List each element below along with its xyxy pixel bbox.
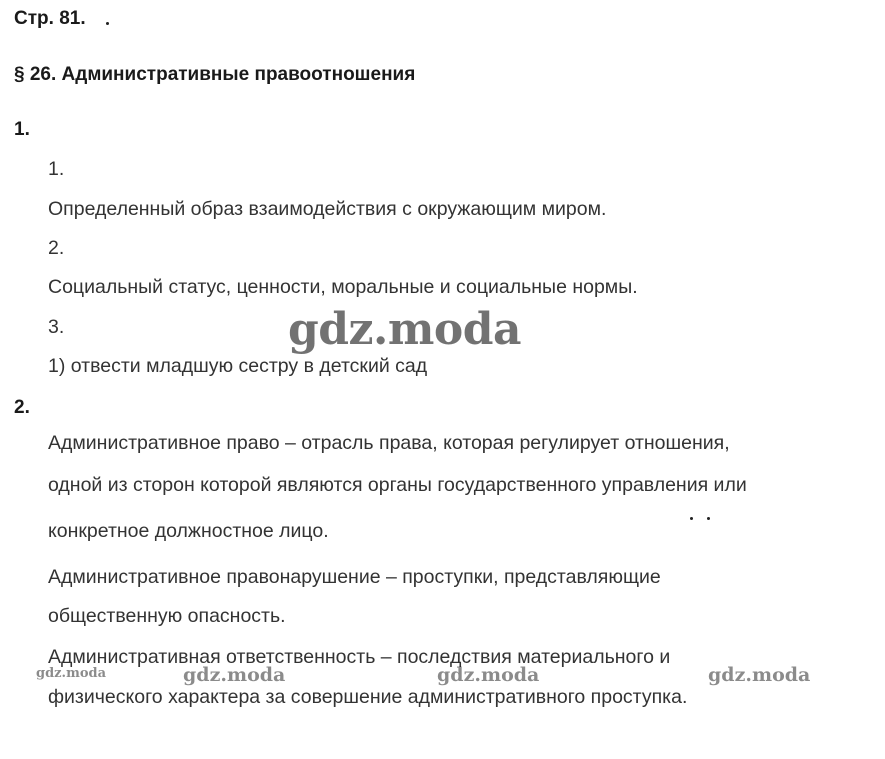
- task-1-item-3-number: 3.: [48, 316, 65, 338]
- watermark-small: gdz.moda: [183, 664, 286, 686]
- task-2-line: общественную опасность.: [48, 605, 286, 627]
- watermark-small: gdz.moda: [708, 664, 811, 686]
- task-1-item-3-text: 1) отвести младшую сестру в детский сад: [48, 355, 428, 377]
- watermark-small: gdz.moda: [36, 666, 107, 681]
- task-2-line: физического характера за совершение административного проступка.: [48, 686, 688, 708]
- section-title: § 26. Административные правоотношения: [14, 64, 416, 85]
- task-2-line: Административное правонарушение – проступки, представляющие: [48, 566, 661, 588]
- task-2-line: Административная ответственность – последствия материального и: [48, 646, 671, 668]
- task-1-item-2-text: Социальный статус, ценности, моральные и социальные нормы.: [48, 276, 638, 298]
- speck: [707, 517, 710, 520]
- watermark-small: gdz.moda: [437, 664, 540, 686]
- task-1-number: 1.: [14, 119, 30, 140]
- task-1-item-2-number: 2.: [48, 237, 65, 259]
- task-2-line: конкретное должностное лицо.: [48, 520, 329, 542]
- speck: [106, 22, 109, 25]
- task-2-number: 2.: [14, 397, 30, 418]
- speck: [690, 517, 693, 520]
- watermark-logo: gdz.moda: [288, 304, 522, 355]
- task-2-line: одной из сторон которой являются органы государственного управления или: [48, 474, 747, 496]
- task-1-item-1-text: Определенный образ взаимодействия с окружающим миром.: [48, 198, 607, 220]
- task-2-line: Административное право – отрасль права, которая регулирует отношения,: [48, 432, 730, 454]
- page-reference: Стр. 81.: [14, 8, 86, 29]
- task-1-item-1-number: 1.: [48, 158, 65, 180]
